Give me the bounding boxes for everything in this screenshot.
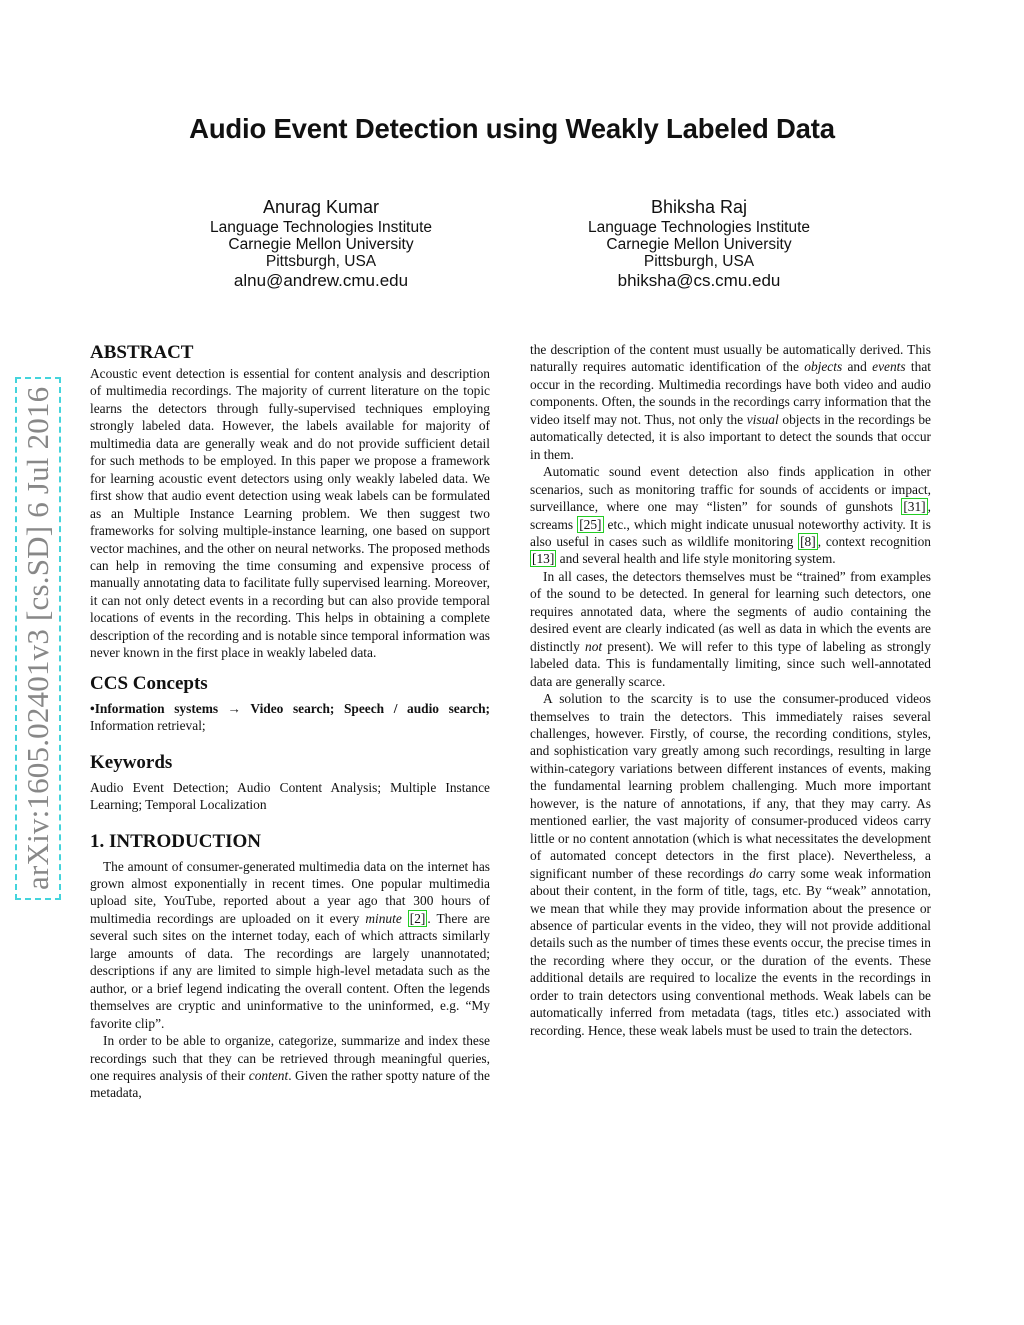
emphasis: do [749, 865, 763, 881]
emphasis: events [872, 359, 906, 375]
text-run: . There are several such sites on the internet today, each of which attracts similarly large amounts of data. The recordings are largely unannotated; descriptions if any are limited to simple high-level metadata such as the author, or a brief legend indicating the overall content. Often the legends themselves are cryptic and uninformative to the uninformed, e.g. “My favorite clip”. [90, 910, 490, 1031]
author-block-2 [519, 195, 879, 292]
citation-link[interactable]: [25] [579, 516, 602, 532]
citation-link[interactable]: [13] [532, 551, 555, 567]
paper-title: Audio Event Detection using Weakly Labeled Data [189, 113, 835, 144]
emphasis: objects [804, 359, 843, 375]
text-run: that occur in the recording. Multimedia recordings have both video and audio components. Often, the sounds in the recordings carry information that the video itself may not. Thus, not only the [530, 359, 931, 427]
intro-paragraph-1 [90, 858, 490, 1033]
text-run: and [842, 359, 873, 375]
right-paragraph-3 [530, 568, 931, 690]
author-location: Pittsburgh, USA [265, 253, 377, 270]
text-run: etc., which might indicate unusual noteworthy activity. It is also useful in cases such as wildlife monitoring [530, 516, 931, 549]
emphasis: visual [746, 411, 779, 427]
abstract-text: Acoustic event detection is essential for content analysis and description of multimedia recordings. The majority of current literature on the topic learns the detectors through fully-supervised techniques employing strongly labeled data. However, the labels available for majority of multimedia data are generally weak and do not provide sufficient detail for such methods to be employed. In this paper we propose a framework for learning acoustic event detectors using only weakly labeled data. We first show that audio event detection using weak labels can be formulated as an Multiple Instance Learning problem. We then suggest two frameworks for solving multiple-instance learning, one based on support vector machines, and the other on neural networks. The proposed methods can help in removing the time consuming and expensive process of manually annotating data to facilitate fully supervised learning. Moreover, it can not only detect events in a recording but can also provide temporal locations of events in the recording. This helps in obtaining a complete description of the recording and is notable since temporal information was never known in the first place in weakly labeled data. [90, 366, 490, 661]
author-email: bhiksha@cs.cmu.edu [617, 271, 781, 290]
text-run: present). We will refer to this type of labeling as strongly labeled data. This is fundamentally limiting, since such well-annotated data are generally scarce. [530, 638, 931, 689]
text-run: Automatic sound event detection also finds application in other scenarios, such as monitoring traffic for sounds of accidents or impact, surveillance, where one may “listen” for sounds of gunshots [530, 464, 931, 515]
author-institute: Language Technologies Institute [209, 219, 433, 236]
author-block-1 [141, 195, 501, 292]
author-university: Carnegie Mellon University [228, 236, 414, 253]
author-location: Pittsburgh, USA [643, 253, 755, 270]
keywords-heading: Keywords [90, 751, 173, 773]
emphasis: not [585, 638, 603, 654]
author-email: alnu@andrew.cmu.edu [233, 271, 409, 290]
ccs-bold: •Information systems → Video search; Speech / audio search; [90, 700, 490, 716]
emphasis: content [248, 1067, 289, 1083]
right-paragraph-2 [530, 463, 931, 568]
text-run: A solution to the scarcity is to use the consumer-produced videos themselves to train the detectors. This immediately raises several challenges, however. Firstly, of course, the recording conditions, styles, and sophistication vary greatly among such recordings, resulting in large within-category variations between different instances of events, making the fundamental learning problem challenging. Much more important however, is the nature of annotations, if any, that they may carry. As mentioned earlier, the vast majority of consumer-produced videos carry little or no content annotation (which is what necessitates the development of automated concept detectors in the first place). Nevertheless, a significant number of these recordings [530, 691, 931, 881]
text-run: the description of the content must usually be automatically derived. This naturally requires automatic identification of the [530, 342, 931, 375]
text-run: , screams [530, 499, 931, 532]
left-column [90, 341, 490, 1102]
ccs-heading: CCS Concepts [90, 672, 208, 694]
text-run: The amount of consumer-generated multimedia data on the internet has grown almost exponentially in recent times. One popular multimedia upload site, YouTube, reported about a year ago that 300 hours of multimedia recordings are uploaded on it every [90, 858, 490, 926]
keywords-text: Audio Event Detection; Audio Content Analysis; Multiple Instance Learning; Temporal Localization [90, 779, 490, 813]
ccs-concepts [90, 700, 490, 735]
text-run: In order to be able to organize, categorize, summarize and index these recordings such that they can be retrieved through meaningful queries, one requires analysis of their [90, 1033, 490, 1083]
intro-paragraph-2 [90, 1032, 490, 1102]
text-run: In all cases, the detectors themselves must be “trained” from examples of the sound to be detected. In general for learning such detectors, one requires annotated data, where the segments of audio containing the desired event are clearly indicated (as well as data in which the events are distinctly [530, 568, 931, 654]
author-institute: Language Technologies Institute [587, 219, 811, 236]
right-column [530, 341, 931, 1039]
abstract-heading: ABSTRACT [90, 342, 194, 363]
introduction-heading: 1. INTRODUCTION [90, 830, 262, 852]
text-run: and several health and life style monitoring system. [556, 551, 836, 567]
author-name: Bhiksha Raj [650, 197, 748, 217]
text-run: . Given the rather spotty nature of the metadata, [90, 1067, 490, 1101]
text-run: carry some weak information about their content, in the form of title, tags, etc. By “weak” annotation, we mean that while they may provide information about the presence or absence of particular events in the video, they will not provide additional details such as the number of times these events occur, the precise times in the recording where they occur, or the duration of the events. These additional details are required to localize the events in the recordings in order to train detectors using conventional methods. Weak labels can be automatically inferred from metadata (tags, titles etc.) associated with recording. Hence, these weak labels must be used to train the detectors. [530, 865, 931, 1038]
right-paragraph-4 [530, 690, 931, 1039]
citation-link[interactable]: [31] [903, 499, 926, 515]
ccs-plain: Information retrieval; [90, 718, 206, 734]
author-university: Carnegie Mellon University [606, 236, 792, 253]
citation-link[interactable]: [2] [409, 910, 426, 926]
author-name: Anurag Kumar [262, 197, 380, 217]
right-paragraph-1 [530, 341, 931, 463]
arxiv-sidebar-stamp: arXiv:1605.02401v3 [cs.SD] 6 Jul 2016 [15, 377, 61, 900]
text-run: , context recognition [817, 533, 931, 549]
citation-link[interactable]: [8] [800, 533, 816, 549]
emphasis: minute [365, 910, 402, 926]
text-run: objects in the recordings be automatically detected, it is also important to detect the sounds that occur in them. [530, 411, 931, 462]
